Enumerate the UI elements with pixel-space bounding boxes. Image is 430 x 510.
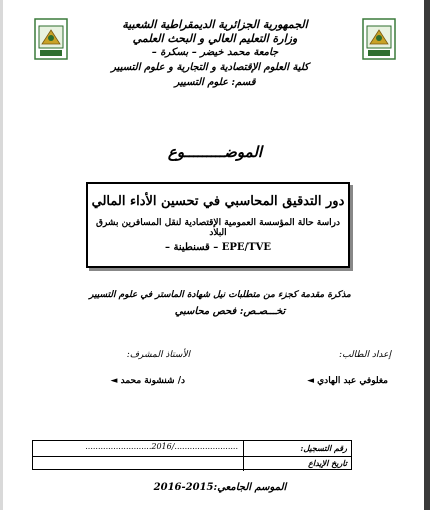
header-ministry: وزارة التعليم العالي و البحث العلمي <box>132 32 298 45</box>
supervisor-name <box>60 376 185 386</box>
arrow-bullet-icon: ◄ <box>307 376 314 386</box>
arrow-bullet-icon: ◄ <box>110 376 118 386</box>
window-right-border <box>424 0 430 510</box>
table-row <box>33 441 351 457</box>
thesis-title: دور التدقيق المحاسبي في تحسين الأداء المالي <box>91 194 345 209</box>
thesis-title-box <box>86 182 350 268</box>
reg-number-value: ..........................2016/......................... <box>85 442 238 451</box>
supervisor-label: الأستاذ المشرف: <box>126 350 190 360</box>
table-row <box>33 456 351 471</box>
university-logo-left <box>34 18 68 60</box>
window-left-border <box>0 0 3 510</box>
specialization: تخـــصـص: فحص محاسبي <box>174 306 286 317</box>
supervisor-name-text: د/ شنشونة محمد <box>120 376 185 386</box>
subject-heading: الموضـــــــــوع <box>167 143 263 161</box>
header-republic: الجمهورية الجزائرية الديمقراطية الشعبية <box>122 18 308 31</box>
university-logo-right <box>362 18 396 60</box>
registration-table <box>32 440 352 470</box>
memo-note: مذكرة مقدمة كجزء من متطلبات نيل شهادة الماستر في علوم التسيير <box>89 290 351 300</box>
academic-year: الموسم الجامعي:2015-2016 <box>153 482 287 493</box>
student-label: إعداد الطالب: <box>339 350 391 360</box>
student-name-text: مغلوفي عبد الهادي <box>317 376 388 386</box>
thesis-case-study: دراسة حالة المؤسسة العمومية الإقتصادية لنقل المسافرين بشرق البلاد <box>95 218 340 238</box>
student-name <box>258 376 388 386</box>
deposit-date-label: تاريخ الإيداع <box>308 458 347 468</box>
header-department: قسم: علوم التسيير <box>174 77 256 88</box>
thesis-company: EPE/TVE – قسنطينة – <box>164 242 271 253</box>
reg-number-label: رقم التسجيل: <box>300 443 347 453</box>
header-faculty: كلية العلوم الإقتصادية و التجارية و علوم التسيير <box>111 62 309 73</box>
header-university: جامعة محمد خيضر – بسكرة – <box>151 47 279 58</box>
